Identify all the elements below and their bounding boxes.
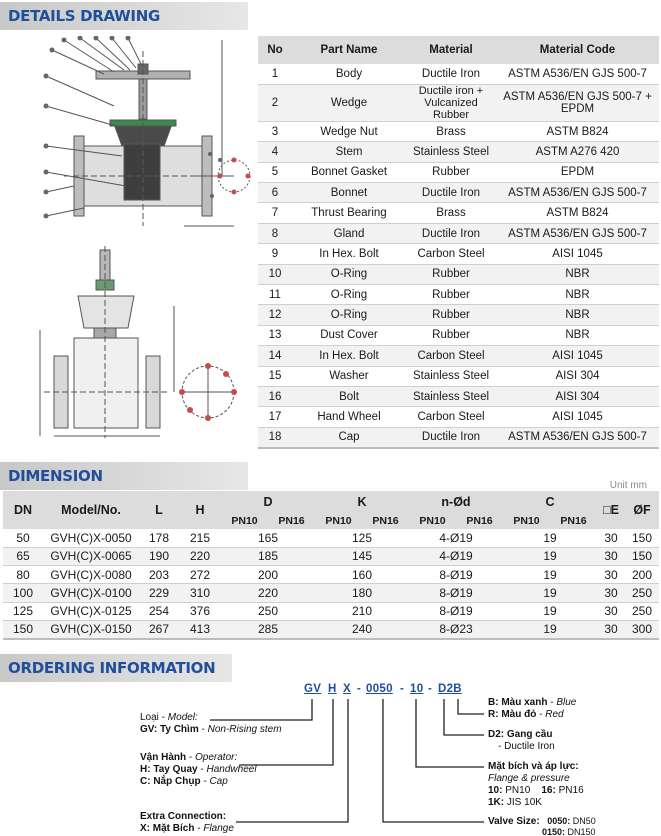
operator-c: C: Nắp Chụp <box>140 776 201 787</box>
operator-h-line: H: Tay Quay - Handwheel <box>140 764 257 775</box>
cell-part: Dust Cover <box>292 325 406 345</box>
header-nd: n-Ød <box>409 491 503 512</box>
d2-value: - Ductile Iron <box>498 741 555 752</box>
cell-material: Stainless Steel <box>406 366 496 386</box>
cell-part: O-Ring <box>292 305 406 325</box>
cell-dn: 50 <box>3 529 43 547</box>
extra-x-en: Flange <box>203 823 234 834</box>
cell-material: Stainless Steel <box>406 142 496 162</box>
cell-no: 6 <box>258 183 292 203</box>
cell-material: Rubber <box>406 162 496 182</box>
header-l: L <box>139 491 179 529</box>
cell-code: NBR <box>496 264 659 284</box>
cell-material: Rubber <box>406 285 496 305</box>
cell-material: Stainless Steel <box>406 386 496 406</box>
details-drawing-title: DETAILS DRAWING <box>8 7 160 25</box>
cell-no: 14 <box>258 346 292 366</box>
cell-part: Bolt <box>292 386 406 406</box>
valve-size-label: Valve Size: <box>488 816 540 827</box>
header-model: Model/No. <box>43 491 139 529</box>
color-b-en: Blue <box>556 697 577 708</box>
cell-f: 250 <box>625 584 659 602</box>
ordering-valve-size <box>488 816 658 836</box>
cell-model: GVH(C)X-0125 <box>43 602 139 620</box>
cell-dn: 100 <box>3 584 43 602</box>
cell-code: AISI 304 <box>496 386 659 406</box>
color-r-line: R: Màu đỏ - Red <box>488 709 564 720</box>
cell-model: GVH(C)X-0150 <box>43 620 139 638</box>
cell-code: AISI 1045 <box>496 346 659 366</box>
cell-code: ASTM B824 <box>496 121 659 141</box>
sub-c-pn10: PN10 <box>503 512 550 529</box>
sub-k-pn10: PN10 <box>315 512 362 529</box>
cell-material: Ductile iron + Vulcanized Rubber <box>406 84 496 121</box>
cell-no: 13 <box>258 325 292 345</box>
flange-label-en: Flange & pressure <box>488 773 570 784</box>
model-value-line: GV: Ty Chìm - Non-Rising stem <box>140 724 282 735</box>
code-dash-1: - <box>357 683 362 695</box>
sub-d-pn16: PN16 <box>268 512 315 529</box>
cell-l: 203 <box>139 566 179 584</box>
cell-no: 9 <box>258 244 292 264</box>
cell-part: O-Ring <box>292 264 406 284</box>
ordering-color <box>488 697 658 721</box>
flange-pn16-code: 16: <box>541 785 556 796</box>
cell-part: Wedge Nut <box>292 121 406 141</box>
header-f: ØF <box>625 491 659 529</box>
cell-dn: 80 <box>3 566 43 584</box>
dimension-title: DIMENSION <box>8 467 103 485</box>
cell-material: Ductile Iron <box>406 427 496 447</box>
model-label: Loại <box>140 712 159 723</box>
cell-part: Wedge <box>292 84 406 121</box>
operator-h: H: Tay Quay <box>140 764 198 775</box>
header-material-code: Material Code <box>496 36 659 64</box>
cell-d: 285 <box>221 620 315 638</box>
cell-part: Cap <box>292 427 406 447</box>
cell-e: 30 <box>597 566 625 584</box>
flange-jis: JIS 10K <box>506 797 542 808</box>
cell-code: NBR <box>496 305 659 325</box>
cell-k: 125 <box>315 529 409 547</box>
cell-part: Thrust Bearing <box>292 203 406 223</box>
cell-no: 3 <box>258 121 292 141</box>
flange-label-en-line <box>488 773 658 785</box>
operator-label-line: Vận Hành - Operator: <box>140 752 238 763</box>
cell-no: 16 <box>258 386 292 406</box>
cell-e: 30 <box>597 529 625 547</box>
code-gv: GV <box>304 683 322 695</box>
header-material: Material <box>406 36 496 64</box>
cell-k: 210 <box>315 602 409 620</box>
cell-model: GVH(C)X-0065 <box>43 547 139 565</box>
cell-f: 150 <box>625 547 659 565</box>
cell-part: Hand Wheel <box>292 407 406 427</box>
cell-code: ASTM A536/EN GJS 500-7 + EPDM <box>496 84 659 121</box>
cell-f: 200 <box>625 566 659 584</box>
cell-k: 145 <box>315 547 409 565</box>
cell-h: 272 <box>179 566 221 584</box>
cell-no: 8 <box>258 223 292 243</box>
cell-e: 30 <box>597 620 625 638</box>
operator-c-line: C: Nắp Chụp - Cap <box>140 776 228 787</box>
cell-material: Rubber <box>406 264 496 284</box>
cell-material: Ductile Iron <box>406 183 496 203</box>
cell-no: 2 <box>258 84 292 121</box>
cell-h: 413 <box>179 620 221 638</box>
unit-label: Unit mm <box>609 480 647 491</box>
ordering-operator <box>140 752 300 788</box>
ordering-title: ORDERING INFORMATION <box>8 659 216 677</box>
cell-e: 30 <box>597 602 625 620</box>
header-e: □E <box>597 491 625 529</box>
cell-no: 15 <box>258 366 292 386</box>
operator-label: Vận Hành <box>140 752 187 763</box>
cell-nd: 4-Ø19 <box>409 547 503 565</box>
cell-part: In Hex. Bolt <box>292 346 406 366</box>
code-h: H <box>328 683 337 695</box>
cell-e: 30 <box>597 547 625 565</box>
cell-dn: 125 <box>3 602 43 620</box>
color-r-en: Red <box>545 709 564 720</box>
flange-pn-line <box>488 785 658 797</box>
cell-material: Carbon Steel <box>406 244 496 264</box>
cell-c: 19 <box>503 547 597 565</box>
cell-d: 185 <box>221 547 315 565</box>
cell-material: Brass <box>406 121 496 141</box>
cell-code: AISI 1045 <box>496 407 659 427</box>
cell-c: 19 <box>503 529 597 547</box>
model-label-en: Model: <box>167 712 198 723</box>
cell-nd: 8-Ø19 <box>409 566 503 584</box>
sub-c-pn16: PN16 <box>550 512 597 529</box>
color-b: B: Màu xanh <box>488 697 548 708</box>
d2-value-line <box>488 741 658 753</box>
cell-no: 1 <box>258 64 292 84</box>
cell-h: 310 <box>179 584 221 602</box>
cell-c: 19 <box>503 602 597 620</box>
flange-pn10-code: 10: <box>488 785 503 796</box>
header-d: D <box>221 491 315 512</box>
valve-size-line-1 <box>488 816 658 827</box>
valve-size-1: DN50 <box>572 816 596 826</box>
d2-label: D2: Gang cầu <box>488 729 553 740</box>
color-b-line: B: Màu xanh - Blue <box>488 697 577 708</box>
header-c: C <box>503 491 597 512</box>
code-size: 0050 <box>366 683 393 695</box>
cell-dn: 65 <box>3 547 43 565</box>
model-value: GV: Ty Chìm <box>140 724 199 735</box>
cell-no: 10 <box>258 264 292 284</box>
cell-no: 5 <box>258 162 292 182</box>
cell-material: Carbon Steel <box>406 407 496 427</box>
ordering-extra <box>140 811 300 835</box>
cell-part: Bonnet <box>292 183 406 203</box>
operator-h-en: Handwheel <box>206 764 257 775</box>
sub-d-pn10: PN10 <box>221 512 268 529</box>
cell-c: 19 <box>503 620 597 638</box>
extra-x: X: Mặt Bích <box>140 823 195 834</box>
cell-code: ASTM A536/EN GJS 500-7 <box>496 183 659 203</box>
cell-code: AISI 304 <box>496 366 659 386</box>
valve-size-2-code: 0150: <box>542 827 566 836</box>
cell-e: 30 <box>597 584 625 602</box>
code-d2b: D2B <box>438 683 462 695</box>
operator-label-en: Operator: <box>195 752 238 763</box>
cell-material: Ductile Iron <box>406 223 496 243</box>
cell-h: 376 <box>179 602 221 620</box>
flange-label-line <box>488 761 658 773</box>
cell-l: 178 <box>139 529 179 547</box>
cell-no: 17 <box>258 407 292 427</box>
cell-model: GVH(C)X-0050 <box>43 529 139 547</box>
code-flange: 10 <box>410 683 424 695</box>
flange-jis-line <box>488 797 658 809</box>
cell-part: Stem <box>292 142 406 162</box>
sub-nd-pn16: PN16 <box>456 512 503 529</box>
cell-code: ASTM A276 420 <box>496 142 659 162</box>
cell-material: Rubber <box>406 305 496 325</box>
cell-f: 150 <box>625 529 659 547</box>
d2-label-line <box>488 729 658 741</box>
cell-code: EPDM <box>496 162 659 182</box>
extra-label: Extra Connection: <box>140 811 227 822</box>
cell-nd: 8-Ø19 <box>409 602 503 620</box>
valve-size-1-code: 0050: <box>547 816 571 826</box>
cell-nd: 8-Ø23 <box>409 620 503 638</box>
cell-part: O-Ring <box>292 285 406 305</box>
flange-label: Mặt bích và áp lực: <box>488 761 579 772</box>
cell-code: ASTM A536/EN GJS 500-7 <box>496 223 659 243</box>
cell-no: 12 <box>258 305 292 325</box>
cell-d: 250 <box>221 602 315 620</box>
cell-h: 215 <box>179 529 221 547</box>
flange-pn10: PN10 <box>505 785 531 796</box>
cell-part: In Hex. Bolt <box>292 244 406 264</box>
cell-d: 200 <box>221 566 315 584</box>
code-dash-3: - <box>428 683 433 695</box>
cell-material: Ductile Iron <box>406 64 496 84</box>
cell-l: 267 <box>139 620 179 638</box>
cell-code: ASTM A536/EN GJS 500-7 <box>496 64 659 84</box>
sub-nd-pn10: PN10 <box>409 512 456 529</box>
cell-no: 7 <box>258 203 292 223</box>
cell-l: 229 <box>139 584 179 602</box>
cell-code: AISI 1045 <box>496 244 659 264</box>
header-part-name: Part Name <box>292 36 406 64</box>
cell-code: NBR <box>496 285 659 305</box>
cell-l: 190 <box>139 547 179 565</box>
flange-jis-code: 1K: <box>488 797 505 808</box>
cell-c: 19 <box>503 566 597 584</box>
cell-part: Gland <box>292 223 406 243</box>
flange-pn16: PN16 <box>558 785 584 796</box>
cell-model: GVH(C)X-0080 <box>43 566 139 584</box>
cell-no: 11 <box>258 285 292 305</box>
cell-d: 165 <box>221 529 315 547</box>
cell-no: 4 <box>258 142 292 162</box>
header-k: K <box>315 491 409 512</box>
ordering-flange <box>488 761 658 809</box>
extra-label-line <box>140 811 300 823</box>
cell-model: GVH(C)X-0100 <box>43 584 139 602</box>
model-value-en: Non-Rising stem <box>207 724 282 735</box>
cell-k: 240 <box>315 620 409 638</box>
cell-c: 19 <box>503 584 597 602</box>
cell-material: Rubber <box>406 325 496 345</box>
header-h: H <box>179 491 221 529</box>
cell-f: 300 <box>625 620 659 638</box>
model-label-line: Loại - Model: <box>140 712 198 723</box>
cell-code: NBR <box>496 325 659 345</box>
cell-k: 160 <box>315 566 409 584</box>
cell-dn: 150 <box>3 620 43 638</box>
cell-part: Body <box>292 64 406 84</box>
cell-nd: 4-Ø19 <box>409 529 503 547</box>
cell-k: 180 <box>315 584 409 602</box>
cell-code: ASTM B824 <box>496 203 659 223</box>
valve-size-line-2 <box>488 827 658 836</box>
cell-no: 18 <box>258 427 292 447</box>
cell-material: Carbon Steel <box>406 346 496 366</box>
color-r: R: Màu đỏ <box>488 709 537 720</box>
cell-d: 220 <box>221 584 315 602</box>
header-dn: DN <box>3 491 43 529</box>
cell-part: Washer <box>292 366 406 386</box>
sub-k-pn16: PN16 <box>362 512 409 529</box>
cell-code: ASTM A536/EN GJS 500-7 <box>496 427 659 447</box>
cell-part: Bonnet Gasket <box>292 162 406 182</box>
ordering-d2 <box>488 729 658 753</box>
cell-h: 220 <box>179 547 221 565</box>
operator-c-en: Cap <box>209 776 228 787</box>
extra-x-line: X: Mặt Bích - Flange <box>140 823 234 834</box>
cell-f: 250 <box>625 602 659 620</box>
header-no: No <box>258 36 292 64</box>
cell-material: Brass <box>406 203 496 223</box>
code-dash-2: - <box>400 683 405 695</box>
cell-nd: 8-Ø19 <box>409 584 503 602</box>
valve-size-2: DN150 <box>567 827 596 836</box>
code-x: X <box>343 683 351 695</box>
ordering-model <box>140 712 300 736</box>
cell-l: 254 <box>139 602 179 620</box>
